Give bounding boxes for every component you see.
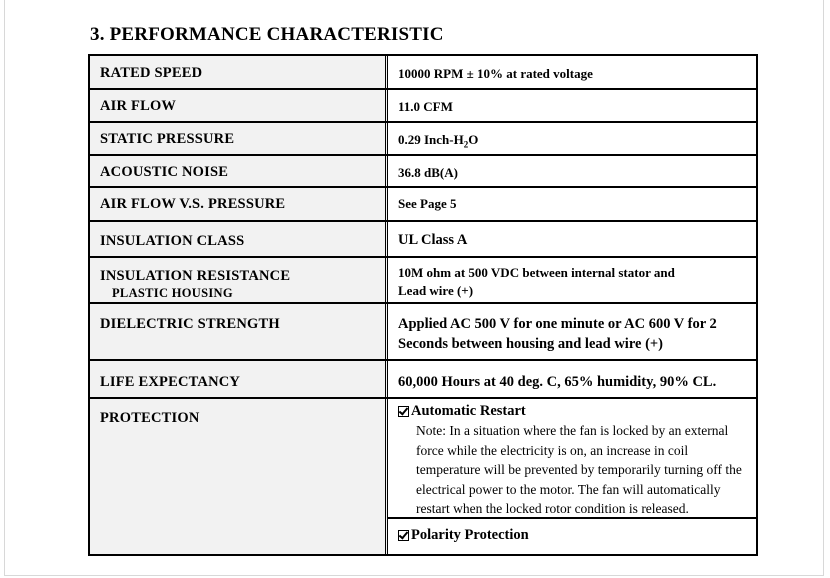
- value-cell: [388, 123, 756, 154]
- row-sublabel: PLASTIC HOUSING: [112, 286, 233, 300]
- value-suffix: O: [468, 132, 479, 147]
- label-cell: [90, 90, 388, 121]
- label-cell: [90, 361, 388, 397]
- row-value: 11.0 CFM: [398, 99, 453, 114]
- value-prefix: 0.29 Inch-H: [398, 132, 464, 147]
- label-cell: [90, 56, 388, 88]
- label-cell: [90, 399, 388, 554]
- value-cell: [388, 258, 756, 302]
- polarity-protection-title: Polarity Protection: [411, 527, 529, 543]
- row-value: UL Class A: [398, 232, 468, 248]
- section-title: 3. PERFORMANCE CHARACTERISTIC: [90, 24, 444, 45]
- label-cell: [90, 156, 388, 186]
- label-cell: [90, 304, 388, 359]
- row-label: RATED SPEED: [100, 65, 203, 81]
- row-label: PROTECTION: [100, 410, 200, 426]
- table-row-static-pressure: [90, 123, 756, 156]
- note-line: restart when the locked rotor condition is released.: [416, 501, 689, 516]
- table-row-life-expectancy: [90, 361, 756, 399]
- note-line: temperature will be prevented by temporarily turning off the: [416, 462, 742, 477]
- table-row-acoustic-noise: [90, 156, 756, 188]
- polarity-protection-item: [398, 527, 529, 544]
- value-cell: [388, 304, 756, 359]
- value-line: Seconds between housing and lead wire (+): [398, 336, 663, 352]
- row-value: [398, 132, 478, 150]
- value-line: Lead wire (+): [398, 283, 474, 298]
- label-cell: [90, 222, 388, 256]
- label-cell: [90, 258, 388, 302]
- value-cell: [388, 399, 756, 554]
- label-cell: [90, 188, 388, 220]
- protection-divider: [388, 517, 756, 519]
- note-line: Note: In a situation where the fan is locked by an external: [416, 423, 729, 438]
- table-row-rated-speed: [90, 56, 756, 90]
- value-cell: [388, 56, 756, 88]
- value-line: Applied AC 500 V for one minute or AC 600 V for 2: [398, 316, 717, 332]
- row-label: ACOUSTIC NOISE: [100, 164, 229, 180]
- row-value: 36.8 dB(A): [398, 165, 458, 180]
- table-row-dielectric-strength: [90, 304, 756, 361]
- row-value: 10000 RPM ± 10% at rated voltage: [398, 66, 593, 81]
- value-subscript: 2: [463, 139, 469, 150]
- note-line: electrical power to the motor. The fan will automatically: [416, 481, 721, 497]
- value-cell: [388, 188, 756, 220]
- label-cell: [90, 123, 388, 154]
- note-line: force while the electricity is on, an increase in coil: [416, 442, 689, 458]
- table-row-protection: [90, 399, 756, 554]
- table-row-insulation-resistance: [90, 258, 756, 304]
- row-label: DIELECTRIC STRENGTH: [100, 316, 280, 332]
- row-label: INSULATION CLASS: [100, 233, 245, 249]
- row-label: INSULATION RESISTANCE: [100, 268, 291, 284]
- row-value: [398, 264, 675, 300]
- checked-box-icon: [398, 406, 409, 417]
- table-row-insulation-class: [90, 222, 756, 258]
- row-label: AIR FLOW: [100, 98, 177, 114]
- table-row-air-flow: [90, 90, 756, 123]
- row-value: 60,000 Hours at 40 deg. C, 65% humidity, 90% CL.: [398, 374, 717, 390]
- value-line: 10M ohm at 500 VDC between internal stator and: [398, 265, 675, 280]
- automatic-restart-title: Automatic Restart: [411, 403, 526, 419]
- value-cell: [388, 156, 756, 186]
- value-cell: [388, 222, 756, 256]
- value-cell: [388, 361, 756, 397]
- row-label: STATIC PRESSURE: [100, 131, 235, 147]
- row-label: LIFE EXPECTANCY: [100, 374, 241, 390]
- value-cell: [388, 90, 756, 121]
- spec-table: [88, 54, 758, 556]
- row-value: See Page 5: [398, 196, 457, 211]
- table-row-air-flow-vs-pressure: [90, 188, 756, 222]
- row-value: [398, 314, 717, 354]
- automatic-restart-note: [416, 421, 742, 519]
- row-label: AIR FLOW V.S. PRESSURE: [100, 196, 286, 212]
- checked-box-icon: [398, 530, 409, 541]
- automatic-restart-item: [398, 403, 526, 420]
